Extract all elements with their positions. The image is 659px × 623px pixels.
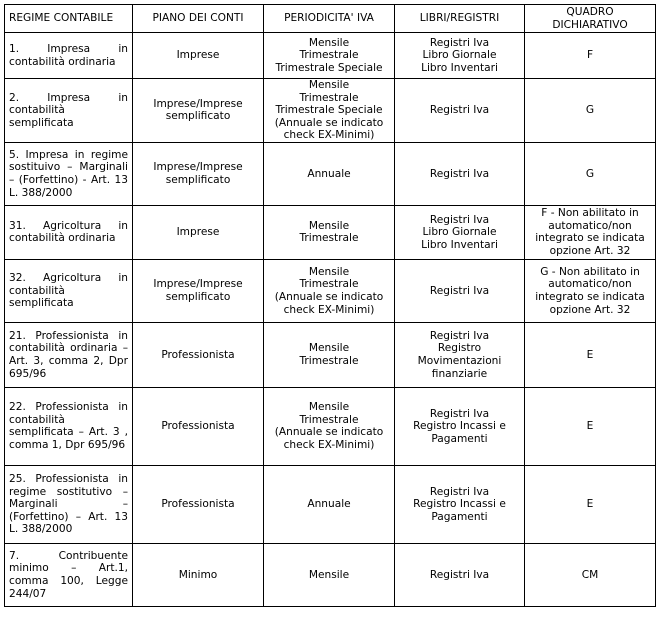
table-row (5, 387, 656, 465)
cell-regime: 21. Professionista in contabilità ordinaria – Art. 3, comma 2, Dpr 695/96 (5, 322, 133, 387)
table-header-row (5, 5, 656, 33)
cell-quadro: F - Non abilitato in automatico/non integrato se indicata opzione Art. 32 (525, 205, 656, 259)
table-row (5, 259, 656, 322)
cell-regime: 25. Professionista in regime sostitutivo – Marginali – (Forfettino) – Art. 13 L. 388/2000 (5, 465, 133, 543)
cell-piano: Imprese (133, 33, 264, 79)
cell-libri: Registri Iva Libro Giornale Libro Inventari (395, 33, 525, 79)
cell-periodicita: Mensile Trimestrale (264, 205, 395, 259)
cell-quadro: CM (525, 543, 656, 606)
cell-piano: Professionista (133, 322, 264, 387)
cell-piano: Imprese (133, 205, 264, 259)
cell-libri: Registri Iva (395, 142, 525, 205)
cell-libri: Registri Iva (395, 79, 525, 143)
cell-periodicita: Mensile Trimestrale Trimestrale Speciale (Annuale se indicato check EX-Minimi) (264, 79, 395, 143)
cell-quadro: F (525, 33, 656, 79)
table-row (5, 79, 656, 143)
cell-libri: Registri Iva Registro Incassi e Pagamenti (395, 387, 525, 465)
table-row (5, 142, 656, 205)
cell-piano: Professionista (133, 387, 264, 465)
regime-contabile-table (4, 4, 656, 607)
cell-periodicita: Mensile Trimestrale (264, 322, 395, 387)
cell-regime: 5. Impresa in regime sostituivo – Marginali – (Forfettino) - Art. 13 L. 388/2000 (5, 142, 133, 205)
cell-periodicita: Mensile Trimestrale Trimestrale Speciale (264, 33, 395, 79)
cell-libri: Registri Iva (395, 543, 525, 606)
cell-regime: 7. Contribuente minimo – Art.1, comma 100, Legge 244/07 (5, 543, 133, 606)
header-regime-contabile: REGIME CONTABILE (5, 5, 133, 33)
cell-periodicita: Mensile Trimestrale (Annuale se indicato check EX-Minimi) (264, 259, 395, 322)
table-row (5, 322, 656, 387)
cell-piano: Professionista (133, 465, 264, 543)
cell-quadro: E (525, 465, 656, 543)
table-row (5, 465, 656, 543)
table-row (5, 33, 656, 79)
cell-quadro: G (525, 79, 656, 143)
table-row (5, 205, 656, 259)
cell-periodicita: Annuale (264, 142, 395, 205)
cell-quadro: E (525, 387, 656, 465)
cell-libri: Registri Iva (395, 259, 525, 322)
header-quadro-dichiarativo: QUADRO DICHIARATIVO (525, 5, 656, 33)
cell-regime: 31. Agricoltura in contabilità ordinaria (5, 205, 133, 259)
header-periodicita-iva: PERIODICITA' IVA (264, 5, 395, 33)
header-libri-registri: LIBRI/REGISTRI (395, 5, 525, 33)
cell-periodicita: Mensile Trimestrale (Annuale se indicato check EX-Minimi) (264, 387, 395, 465)
cell-libri: Registri Iva Libro Giornale Libro Inventari (395, 205, 525, 259)
cell-regime: 2. Impresa in contabilità semplificata (5, 79, 133, 143)
cell-periodicita: Annuale (264, 465, 395, 543)
cell-piano: Imprese/Imprese semplificato (133, 79, 264, 143)
table-row (5, 543, 656, 606)
cell-libri: Registri Iva Registro Incassi e Pagamenti (395, 465, 525, 543)
cell-quadro: G - Non abilitato in automatico/non integrato se indicata opzione Art. 32 (525, 259, 656, 322)
cell-piano: Imprese/Imprese semplificato (133, 142, 264, 205)
cell-libri: Registri Iva Registro Movimentazioni finanziarie (395, 322, 525, 387)
cell-quadro: E (525, 322, 656, 387)
cell-quadro: G (525, 142, 656, 205)
cell-regime: 1. Impresa in contabilità ordinaria (5, 33, 133, 79)
header-piano-dei-conti: PIANO DEI CONTI (133, 5, 264, 33)
cell-piano: Minimo (133, 543, 264, 606)
cell-periodicita: Mensile (264, 543, 395, 606)
cell-regime: 32. Agricoltura in contabilità semplificata (5, 259, 133, 322)
cell-piano: Imprese/Imprese semplificato (133, 259, 264, 322)
cell-regime: 22. Professionista in contabilità semplificata – Art. 3 , comma 1, Dpr 695/96 (5, 387, 133, 465)
